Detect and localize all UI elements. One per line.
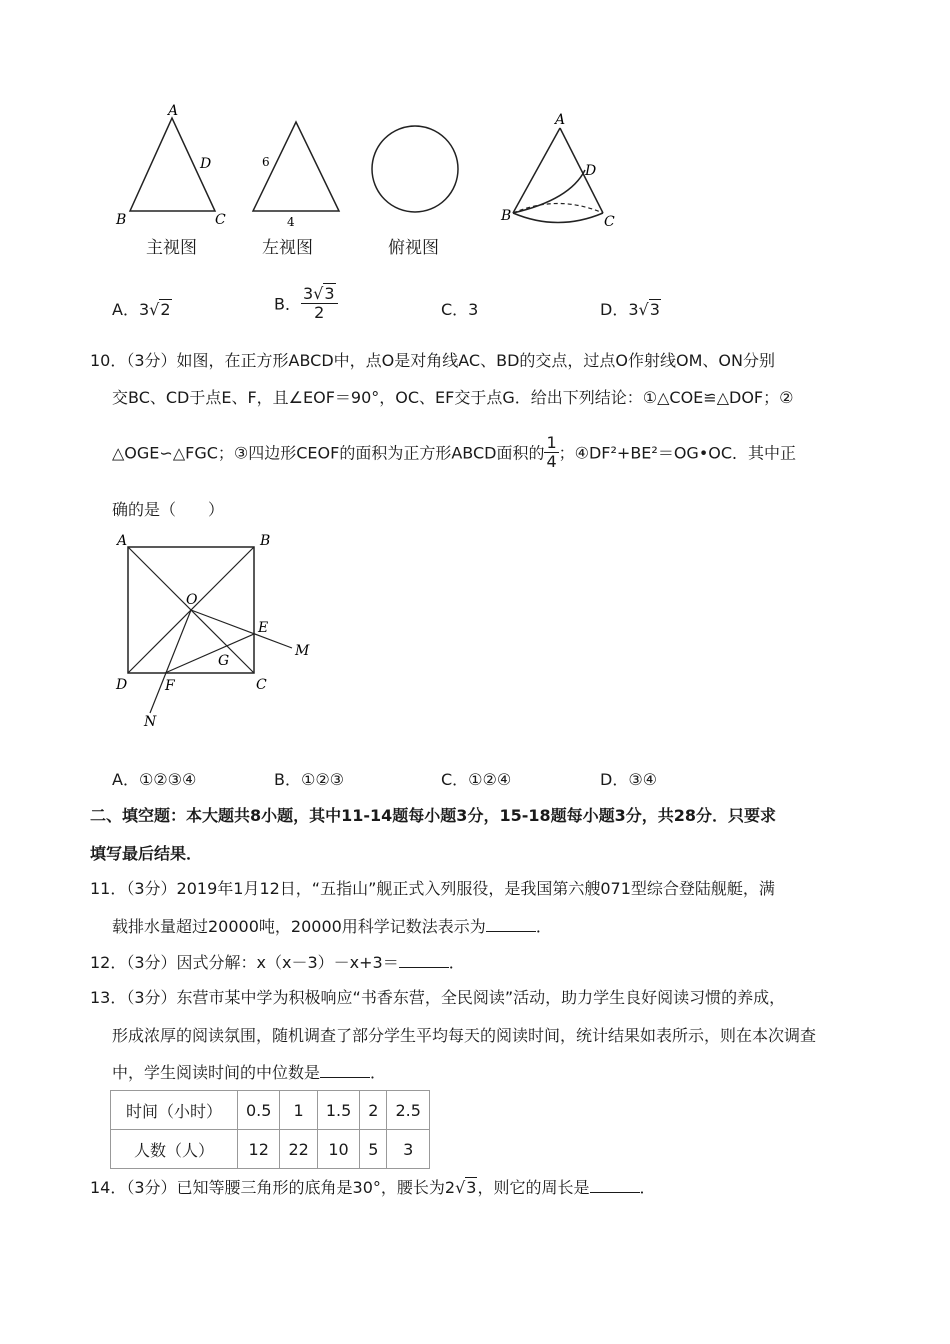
- sq-point-b: B: [260, 533, 271, 549]
- q12-line: 12．（3分）因式分解：x（x－3）－x+3＝ ．: [90, 953, 465, 972]
- sq-point-f: F: [165, 678, 175, 694]
- front-point-a: A: [168, 103, 179, 119]
- table-cell: 5: [360, 1130, 387, 1169]
- side-height-label: 6: [262, 155, 270, 169]
- section2-heading-line-2: 填写最后结果．: [90, 844, 203, 863]
- table-cell: 0.5: [238, 1091, 280, 1130]
- sq-point-a: A: [117, 533, 128, 549]
- q10-line-2: 交BC、CD于点E、F，且∠EOF＝90°，OC、EF交于点G．给出下列结论：①△COE≌△DOF；②: [112, 388, 794, 407]
- sq-point-n: N: [144, 714, 157, 730]
- q11-line-1: 11．（3分）2019年1月12日，“五指山”舰正式入列服役，是我国第六艘071型综合登陆舰艇，满: [90, 879, 775, 898]
- q9-option-c: C．3: [441, 300, 479, 319]
- q9-option-b: B． $\frac{3√3}{2}$: [274, 285, 338, 321]
- q11-line-2: 载排水量超过20000吨，20000用科学记数法表示为 ．: [112, 917, 552, 936]
- q10-line-3: △OGE∽△FGC；③四边形CEOF的面积为正方形ABCD面积的 $\frac{1}{4}$ ；④DF²+BE²＝OG•OC．其中正: [112, 433, 797, 471]
- table-cell: 1: [280, 1091, 317, 1130]
- q13-line-1: 13．（3分）东营市某中学为积极响应“书香东营，全民阅读”活动，助力学生良好阅读习惯的养成，: [90, 988, 786, 1007]
- sq-point-c: C: [256, 677, 267, 693]
- table-cell: 10: [317, 1130, 359, 1169]
- q11-answer-blank[interactable]: [486, 917, 536, 932]
- sq-point-o: O: [186, 592, 198, 608]
- front-point-b: B: [116, 212, 127, 228]
- q10-option-d: D．③④: [600, 770, 658, 789]
- front-point-c: C: [215, 212, 226, 228]
- table-cell: 22: [280, 1130, 317, 1169]
- sq-point-g: G: [218, 653, 230, 669]
- q13-line-2: 形成浓厚的阅读氛围，随机调查了部分学生平均每天的阅读时间，统计结果如表所示，则在本次调查: [112, 1026, 817, 1045]
- q10-option-a: A．①②③④: [112, 770, 197, 789]
- front-point-d: D: [200, 156, 212, 172]
- q14-answer-blank[interactable]: [590, 1178, 640, 1193]
- top-view-label: 俯视图: [388, 238, 439, 258]
- q12-answer-blank[interactable]: [399, 953, 449, 968]
- sq-point-e: E: [258, 620, 269, 636]
- table-cell: 3: [387, 1130, 429, 1169]
- q13-answer-blank[interactable]: [320, 1063, 370, 1078]
- table-cell: 1.5: [317, 1091, 359, 1130]
- table-row: [111, 1091, 430, 1130]
- q13-line-3: 中，学生阅读时间的中位数是 ．: [112, 1063, 387, 1082]
- table-header-cell: 时间（小时）: [111, 1091, 238, 1130]
- sq-point-d: D: [116, 677, 128, 693]
- q10-line-1: 10．（3分）如图，在正方形ABCD中，点O是对角线AC、BD的交点，过点O作射线OM、ON分别: [90, 351, 775, 370]
- table-cell: 12: [238, 1130, 280, 1169]
- q10-option-c: C．①②④: [441, 770, 512, 789]
- q14-line: 14．（3分）已知等腰三角形的底角是30°，腰长为2√3，则它的周长是 ．: [90, 1178, 656, 1197]
- q9-option-a: A．3√2: [112, 300, 171, 319]
- side-view-label: 左视图: [262, 238, 313, 258]
- table-cell: 2.5: [387, 1091, 429, 1130]
- q10-line-4: 确的是（ ）: [112, 500, 225, 519]
- front-view-label: 主视图: [146, 238, 197, 258]
- table-row: [111, 1130, 430, 1169]
- q10-option-b: B．①②③: [274, 770, 345, 789]
- cone-point-b: B: [501, 208, 512, 224]
- sq-point-m: M: [295, 643, 310, 659]
- cone-point-d: D: [585, 163, 597, 179]
- cone-point-c: C: [604, 214, 615, 230]
- section2-heading-line-1: 二、填空题：本大题共8小题，其中11-14题每小题3分，15-18题每小题3分，共28分．只要求: [90, 806, 777, 825]
- q9-option-d: D．3√3: [600, 300, 660, 319]
- square-figure: [110, 528, 330, 733]
- side-base-label: 4: [287, 215, 295, 229]
- top-view-circle: [372, 126, 458, 212]
- table-header-cell: 人数（人）: [111, 1130, 238, 1169]
- reading-time-table: [110, 1090, 430, 1169]
- table-cell: 2: [360, 1091, 387, 1130]
- cone-point-a: A: [555, 112, 566, 128]
